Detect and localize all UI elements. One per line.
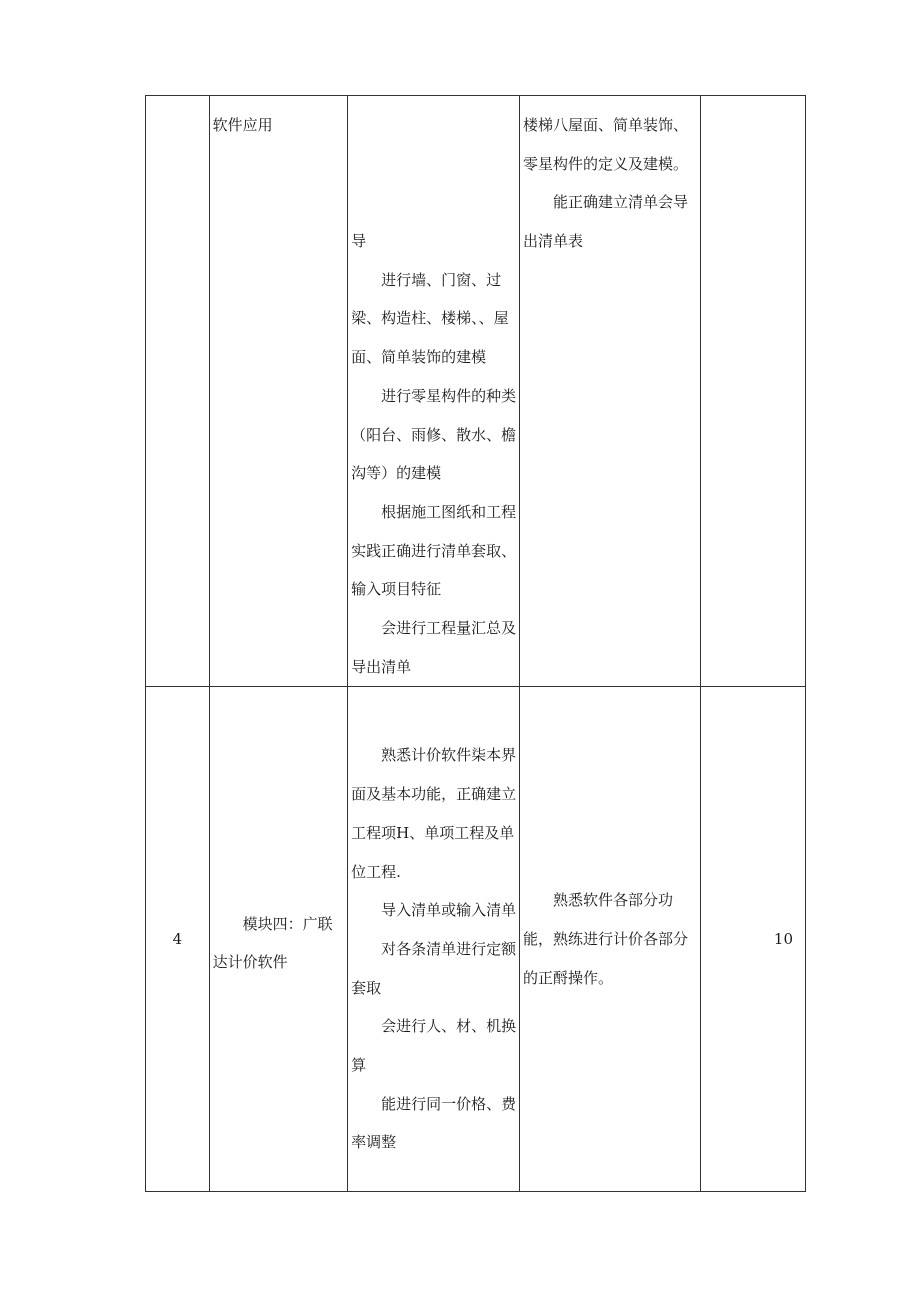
class-hours: 10 [773, 930, 793, 949]
module-number: 4 [172, 930, 183, 949]
row2-content-cell [348, 687, 520, 1192]
row2-number-cell [146, 687, 210, 1192]
objective-item: 能正确建立清单会导出清单表 [522, 193, 688, 251]
row2-hours-cell [700, 687, 805, 1192]
row2-objective-cell [519, 687, 700, 1192]
content-item: 导入清单或输入清单 [381, 901, 517, 920]
objective-text: 熟悉软件各部分功能，熟练进行计价各部分的正酹操作。 [522, 891, 688, 987]
module-title-continued: 软件应用 [212, 116, 273, 134]
content-item: 熟悉计价软件柒本界面及基本功能，正确建立工程项H、单项工程及单位工程. [351, 746, 517, 881]
content-item: 进行墙、门窗、过梁、构造柱、楼梯、、屋面、简单装饰的建模 [351, 270, 509, 367]
objective-lead: 楼梯八屋面、简单装饰、零星构件的定义及建模。 [522, 116, 688, 173]
content-lead: 导 [351, 232, 367, 250]
content-item: 根据施工图纸和工程实践正确进行清单套取、输入项目特征 [351, 502, 517, 599]
content-item: 对各条清单进行定额套取 [351, 939, 517, 997]
row1-number-cell [146, 96, 210, 687]
row1-objective-cell [519, 96, 700, 687]
module-title: 模块四：广联达计价软件 [212, 914, 333, 972]
content-item: 进行零星构件的种类（阳台、雨修、散水、檐沟等）的建模 [351, 386, 517, 483]
table-row [146, 687, 806, 1192]
table-row [146, 96, 806, 687]
row1-module-cell [209, 96, 347, 687]
row2-module-cell [209, 687, 347, 1192]
row1-hours-cell [700, 96, 805, 687]
content-item: 会进行工程量汇总及导出清单 [351, 619, 517, 676]
row1-content-cell [348, 96, 520, 687]
content-item: 能进行同一价格、费率调整 [351, 1094, 517, 1152]
course-content-table [145, 95, 806, 1192]
content-item: 会进行人、材、机换算 [351, 1017, 517, 1075]
